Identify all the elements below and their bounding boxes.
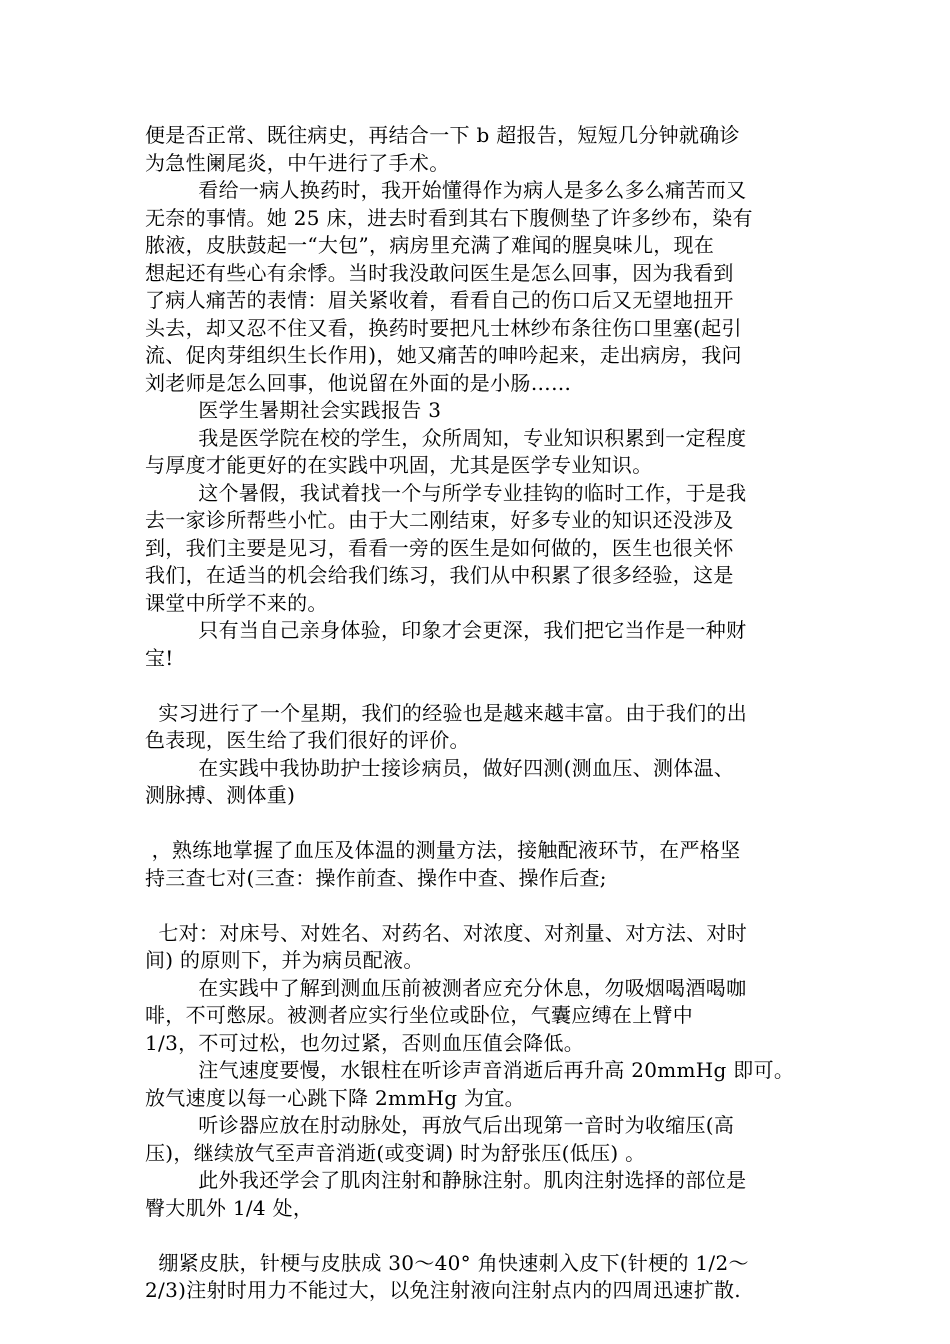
text-line: 无奈的事情。她 25 床，进去时看到其右下腹侧垫了许多纱布，染有 bbox=[145, 205, 753, 230]
text-line: 与厚度才能更好的在实践中巩固，尤其是医学专业知识。 bbox=[145, 453, 653, 477]
text-line: 看给一病人换药时，我开始懂得作为病人是多么多么痛苦而又 bbox=[145, 178, 747, 202]
text-line: 我们，在适当的机会给我们练习，我们从中积累了很多经验，这是 bbox=[145, 563, 734, 587]
text-line: 宝! bbox=[145, 645, 174, 670]
text-line: 1/3，不可过松，也勿过紧，否则血压值会降低。 bbox=[145, 1030, 585, 1055]
text-line: 流、促肉芽组织生长作用)，她又痛苦的呻吟起来，走出病房，我问 bbox=[145, 343, 742, 367]
text-line: 为急性阑尾炎，中午进行了手术。 bbox=[145, 150, 450, 175]
text-line: 了病人痛苦的表情：眉关紧收着，看看自己的伤口后又无望地扭开 bbox=[145, 288, 734, 312]
text-line: 在实践中了解到测血压前被测者应充分休息，勿吸烟喝酒喝咖 bbox=[145, 975, 747, 1000]
text-line: 在实践中我协助护士接诊病员，做好四测(测血压、测体温、 bbox=[145, 755, 735, 780]
text-line: 头去，却又忍不住又看，换药时要把凡士林纱布条往伤口里塞(起引 bbox=[145, 315, 742, 340]
text-line: 只有当自己亲身体验，印象才会更深，我们把它当作是一种财 bbox=[145, 618, 747, 642]
text-line: 压)，继续放气至声音消逝(或变调) 时为舒张压(低压) 。 bbox=[145, 1140, 646, 1165]
text-line: 我是医学院在校的学生，众所周知，专业知识积累到一定程度 bbox=[145, 425, 747, 450]
text-line: 到，我们主要是见习，看看一旁的医生是如何做的，医生也很关怀 bbox=[145, 535, 734, 560]
text-line: 医学生暑期社会实践报告 3 bbox=[145, 398, 442, 422]
text-line: ，熟练地掌握了血压及体温的测量方法，接触配液环节，在严格坚 bbox=[145, 838, 741, 862]
text-line: 色表现，医生给了我们很好的评价。 bbox=[145, 728, 470, 752]
document-body bbox=[145, 122, 810, 1305]
text-line: 绷紧皮肤，针梗与皮肤成 30～40° 角快速刺入皮下(针梗的 1/2～ bbox=[145, 1250, 749, 1275]
text-line: 间) 的原则下，并为病员配液。 bbox=[145, 948, 424, 972]
text-line: 便是否正常、既往病史，再结合一下 b 超报告，短短几分钟就确诊 bbox=[145, 123, 740, 147]
text-line: 此外我还学会了肌肉注射和静脉注射。肌肉注射选择的部位是 bbox=[145, 1168, 747, 1192]
text-line: 啡，不可憋尿。被测者应实行坐位或卧位，气囊应缚在上臂中 bbox=[145, 1003, 694, 1027]
text-line bbox=[145, 672, 810, 700]
text-line bbox=[145, 1222, 810, 1250]
text-line: 听诊器应放在肘动脉处，再放气后出现第一音时为收缩压(高 bbox=[145, 1113, 735, 1137]
text-line: 注气速度要慢，水银柱在听诊声音消逝后再升高 20mmHg 即可。 bbox=[145, 1058, 795, 1082]
text-line bbox=[145, 892, 810, 920]
text-line: 七对：对床号、对姓名、对药名、对浓度、对剂量、对方法、对时 bbox=[145, 920, 748, 945]
text-line: 去一家诊所帮些小忙。由于大二刚结束，好多专业的知识还没涉及 bbox=[145, 508, 734, 532]
text-line: 刘老师是怎么回事，他说留在外面的是小肠…… bbox=[145, 370, 572, 395]
text-line: 实习进行了一个星期，我们的经验也是越来越丰富。由于我们的出 bbox=[145, 700, 748, 725]
text-line: 课堂中所学不来的。 bbox=[145, 590, 328, 615]
text-line: 放气速度以每一心跳下降 2mmHg 为宜。 bbox=[145, 1085, 525, 1110]
text-line bbox=[145, 810, 810, 838]
text-line: 想起还有些心有余悸。当时我没敢问医生是怎么回事，因为我看到 bbox=[145, 260, 734, 285]
text-line: 测脉搏、测体重) bbox=[145, 783, 296, 807]
text-line: 这个暑假，我试着找一个与所学专业挂钩的临时工作，于是我 bbox=[145, 480, 747, 505]
text-line: 臀大肌外 1/4 处， bbox=[145, 1195, 314, 1220]
text-line: 2/3)注射时用力不能过大，以免注射液向注射点内的四周迅速扩散. bbox=[145, 1278, 741, 1302]
text-line: 脓液，皮肤鼓起一“大包”，病房里充满了难闻的腥臭味儿，现在 bbox=[145, 233, 715, 257]
text-line: 持三查七对(三查：操作前查、操作中查、操作后查; bbox=[145, 865, 607, 890]
